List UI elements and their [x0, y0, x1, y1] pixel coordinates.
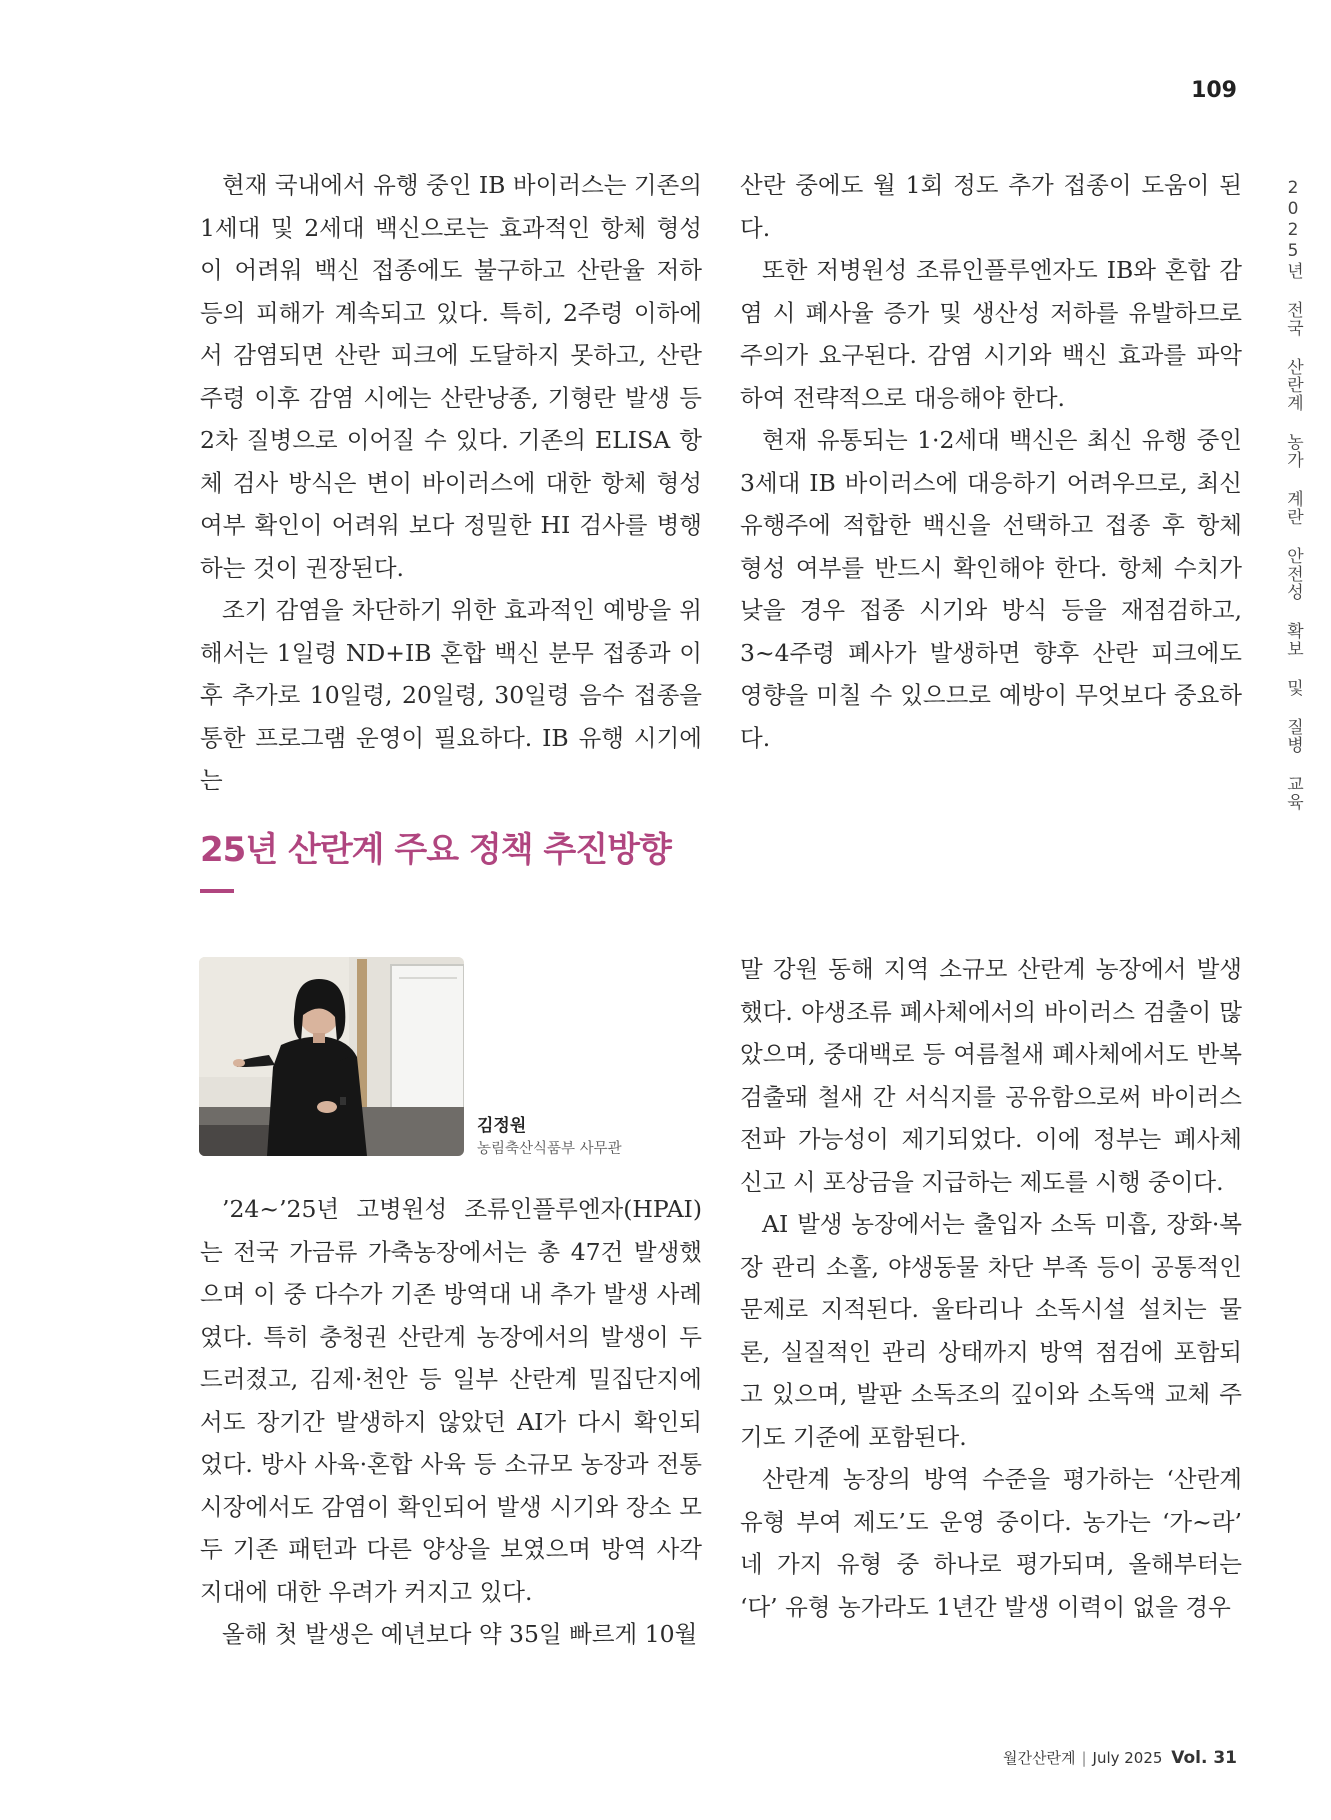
bottom-left-column — [200, 1188, 702, 1656]
page-number: 109 — [1191, 78, 1237, 103]
paragraph: 또한 저병원성 조류인플루엔자도 IB와 혼합 감염 시 폐사율 증가 및 생산성 저하를 유발하므로 주의가 요구된다. 감염 시기와 백신 효과를 파악하여 전략적으로 대응해야 한다. — [740, 256, 1242, 412]
speaker-role: 농림축산식품부 사무관 — [477, 1141, 622, 1157]
speaker-name: 김정원 — [477, 1116, 527, 1136]
paragraph: 현재 유통되는 1·2세대 백신은 최신 유행 중인 3세대 IB 바이러스에 대응하기 어려우므로, 최신 유행주에 적합한 백신을 선택하고 접종 후 항체 형성 여부를 반드시 확인해야 한다. 항체 수치가 낮을 경우 접종 시기와 방식 등을 재점검하고, 3~4주령 폐사가 발생하면 향후 산란 피크에도 영향을 미칠 수 있으므로 예방이 무엇보다 중요하다. — [740, 426, 1242, 752]
paragraph: 조기 감염을 차단하기 위한 효과적인 예방을 위해서는 1일령 ND+IB 혼합 백신 분무 접종과 이후 추가로 10일령, 20일령, 30일령 음수 접종을 통한 프로그램 운영이 필요하다. IB 유행 시기에는 — [200, 596, 702, 794]
paragraph: 산란계 농장의 방역 수준을 평가하는 ‘산란계 유형 부여 제도’도 운영 중이다. 농가는 ‘가~라’ 네 가지 유형 중 하나로 평가되며, 올해부터는 ‘다’ 유형 농가라도 1년간 발생 이력이 없을 경우 — [740, 1465, 1242, 1621]
paragraph: 산란 중에도 월 1회 정도 추가 접종이 도움이 된다. — [740, 171, 1242, 242]
speaker-photo — [199, 957, 464, 1156]
paragraph: ’24~’25년 고병원성 조류인플루엔자(HPAI)는 전국 가금류 가축농장에서는 총 47건 발생했으며 이 중 다수가 기존 방역대 내 추가 발생 사례였다. 특히 충청권 산란계 농장에서의 발생이 두드러졌고, 김제·천안 등 일부 산란계 밀집단지에서도 장기간 발생하지 않았던 AI가 다시 확인되었다. 방사 사육·혼합 사육 등 소규모 농장과 전통시장에서도 감염이 확인되어 발생 시기와 장소 모두 기존 패턴과 다른 양상을 보였으며 방역 사각지대에 대한 우려가 커지고 있다. — [200, 1195, 702, 1606]
page-footer — [880, 1747, 1237, 1768]
top-right-column — [740, 164, 1242, 759]
heading-underline — [200, 889, 234, 893]
side-running-title: 2025년 전국 산란계 농가 계란 안전성 확보 및 질병 교육 — [1283, 178, 1303, 811]
paragraph: 올해 첫 발생은 예년보다 약 35일 빠르게 10월 — [222, 1620, 698, 1648]
section-heading: 25년 산란계 주요 정책 추진방향 — [200, 830, 671, 870]
paragraph: 현재 국내에서 유행 중인 IB 바이러스는 기존의 1세대 및 2세대 백신으로는 효과적인 항체 형성이 어려워 백신 접종에도 불구하고 산란율 저하 등의 피해가 계속되고 있다. 특히, 2주령 이하에서 감염되면 산란 피크에 도달하지 못하고, 산란 주령 이후 감염 시에는 산란낭종, 기형란 발생 등 2차 질병으로 이어질 수 있다. 기존의 ELISA 항체 검사 방식은 변이 바이러스에 대한 항체 형성 여부 확인이 어려워 보다 정밀한 HI 검사를 병행하는 것이 권장된다. — [200, 171, 702, 582]
speaker-photo-illustration — [199, 957, 464, 1156]
bottom-right-column — [740, 948, 1242, 1628]
volume-number: Vol. 31 — [1171, 1748, 1237, 1768]
issue-date: July 2025 — [1092, 1749, 1163, 1767]
paragraph: 말 강원 동해 지역 소규모 산란계 농장에서 발생했다. 야생조류 폐사체에서의 바이러스 검출이 많았으며, 중대백로 등 여름철새 폐사체에서도 반복 검출돼 철새 간 서식지를 공유함으로써 바이러스 전파 가능성이 제기되었다. 이에 정부는 폐사체 신고 시 포상금을 지급하는 제도를 시행 중이다. — [740, 955, 1242, 1196]
top-left-column — [200, 164, 702, 802]
paragraph: AI 발생 농장에서는 출입자 소독 미흡, 장화·복장 관리 소홀, 야생동물 차단 부족 등이 공통적인 문제로 지적된다. 울타리나 소독시설 설치는 물론, 실질적인 관리 상태까지 방역 점검에 포함되고 있으며, 발판 소독조의 깊이와 소독액 교체 주기도 기준에 포함된다. — [740, 1210, 1242, 1451]
magazine-name: 월간산란계 — [1003, 1749, 1076, 1767]
footer-separator: | — [1081, 1749, 1087, 1767]
